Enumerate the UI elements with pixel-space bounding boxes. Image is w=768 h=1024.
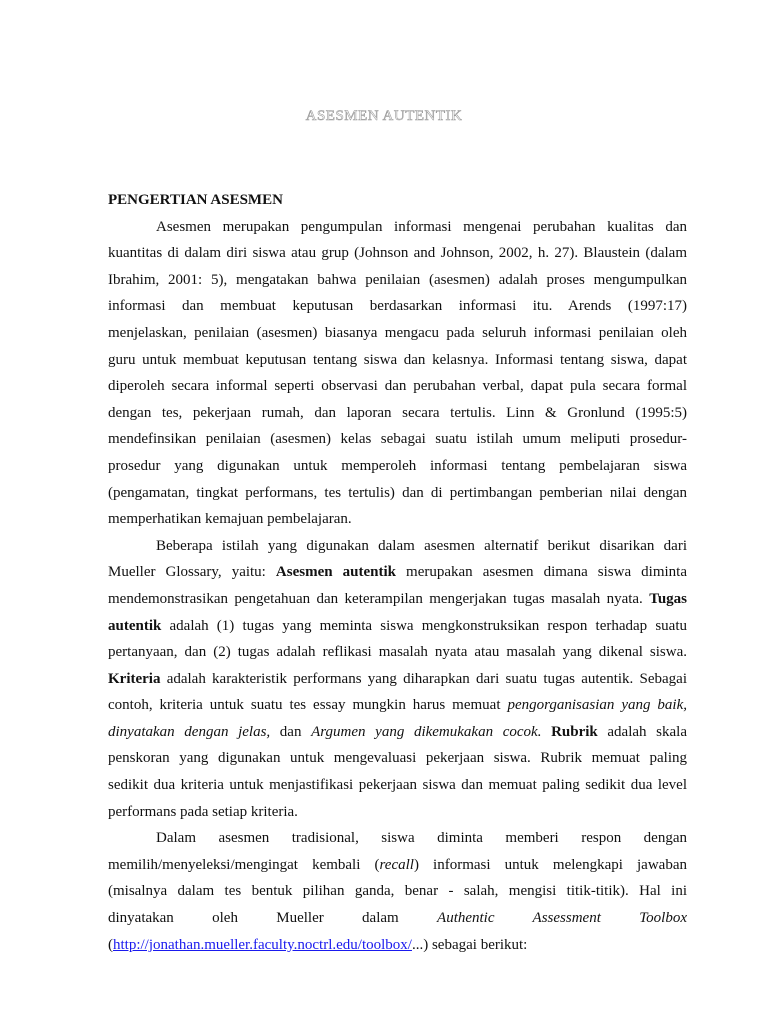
text-segment: mendemonstrasikan pengetahuan dan keterampilan mengerjakan tugas masalah nyata. xyxy=(108,590,650,607)
italic-text: pengorganisasian yang baik, xyxy=(507,697,687,714)
text-line xyxy=(108,666,687,693)
text-line xyxy=(108,745,687,772)
text-line xyxy=(108,559,687,586)
text-line xyxy=(108,373,687,400)
bold-term: Kriteria xyxy=(108,670,161,687)
text-line xyxy=(108,267,687,294)
text-segment: (misalnya dalam tes bentuk pilihan ganda, benar - salah, mengisi titik-titik). Hal ini xyxy=(108,883,687,900)
bold-term: Rubrik xyxy=(551,723,598,740)
text-line xyxy=(108,240,687,267)
text-segment: adalah (1) tugas yang meminta siswa mengkonstruksikan respon terhadap suatu xyxy=(161,617,687,634)
text-line xyxy=(108,480,687,507)
text-segment: informasi dan membuat keputusan berdasarkan informasi itu. Arends (1997:17) xyxy=(108,298,687,315)
paragraph xyxy=(108,214,687,533)
text-segment: dengan tes, pekerjaan rumah, dan laporan secara tertulis. Linn & Gronlund (1995:5) xyxy=(108,404,687,421)
text-segment: guru untuk membuat keputusan tentang siswa dan kelasnya. Informasi tentang siswa, dapat xyxy=(108,351,687,368)
italic-text: Authentic Assessment Toolbox xyxy=(437,910,687,927)
section-heading: PENGERTIAN ASESMEN xyxy=(108,192,283,208)
text-line xyxy=(108,692,687,719)
text-segment: ...) sebagai berikut: xyxy=(411,936,528,953)
text-segment: Mueller Glossary, yaitu: xyxy=(108,564,276,581)
bold-term: autentik xyxy=(108,617,162,634)
text-line xyxy=(108,586,687,613)
text-line xyxy=(108,453,687,480)
text-segment: ( xyxy=(108,936,113,953)
text-segment: kuantitas di dalam diri siswa atau grup (Johnson and Johnson, 2002, h. 27). Blaustein (dalam xyxy=(108,245,687,262)
text-line xyxy=(108,719,687,746)
text-segment: adalah skala xyxy=(597,723,687,740)
text-line xyxy=(108,426,687,453)
toolbox-link[interactable]: http://jonathan.mueller.faculty.noctrl.edu/toolbox/ xyxy=(113,936,412,953)
bold-term: Tugas xyxy=(649,590,687,607)
text-line xyxy=(108,878,687,905)
document-title: ASESMEN AUTENTIK xyxy=(305,108,463,124)
paragraph xyxy=(108,825,687,958)
text-segment: Dalam asesmen tradisional, siswa diminta memberi respon dengan xyxy=(156,830,687,847)
text-segment: Beberapa istilah yang digunakan dalam asesmen alternatif berikut disarikan dari xyxy=(156,537,687,554)
text-segment: merupakan asesmen dimana siswa diminta xyxy=(395,564,687,581)
text-segment: Asesmen merupakan pengumpulan informasi mengenai perubahan kualitas dan xyxy=(156,218,687,235)
text-segment: (pengamatan, tingkat performans, tes tertulis) dan di pertimbangan pemberian nilai dengan xyxy=(108,484,687,501)
text-segment: mendefinsikan penilaian (asesmen) kelas sebagai suatu istilah umum meliputi prosedur- xyxy=(108,431,687,448)
text-line xyxy=(108,400,687,427)
text-segment: memilih/menyeleksi/mengingat kembali ( xyxy=(108,856,380,873)
text-line xyxy=(108,347,687,374)
text-segment: performans pada setiap kriteria. xyxy=(108,803,298,820)
paragraph xyxy=(108,533,687,826)
text-segment: memperhatikan kemajuan pembelajaran. xyxy=(108,511,352,528)
text-segment: penskoran yang digunakan untuk mengevaluasi pekerjaan siswa. Rubrik memuat paling xyxy=(108,750,687,767)
italic-text: recall xyxy=(379,856,414,873)
text-segment: menjelaskan, penilaian (asesmen) biasanya mengacu pada seluruh informasi penilaian oleh xyxy=(108,324,687,341)
text-segment: dan xyxy=(270,723,312,740)
italic-text: dinyatakan dengan jelas, xyxy=(108,723,271,740)
text-segment: contoh, kriteria untuk suatu tes essay mungkin harus memuat xyxy=(108,697,508,714)
text-line xyxy=(108,932,687,959)
text-segment: diperoleh secara informal seperti observasi dan perubahan verbal, dapat pula secara formal xyxy=(108,378,687,395)
text-line xyxy=(108,293,687,320)
text-segment: ) informasi untuk melengkapi jawaban xyxy=(413,856,687,873)
text-line xyxy=(108,214,687,241)
text-line xyxy=(108,905,687,932)
text-line xyxy=(108,799,687,826)
text-line xyxy=(108,613,687,640)
text-segment xyxy=(541,724,551,740)
text-line xyxy=(108,772,687,799)
bold-term: Asesmen autentik xyxy=(275,564,396,581)
text-line xyxy=(108,825,687,852)
text-line xyxy=(108,639,687,666)
text-line xyxy=(108,533,687,560)
text-line xyxy=(108,320,687,347)
text-segment: sedikit dua kriteria untuk menjastifikasi pekerjaan siswa dan memuat paling sedikit dua level xyxy=(108,777,687,794)
text-segment: dinyatakan oleh Mueller dalam xyxy=(108,910,438,927)
text-segment: Ibrahim, 2001: 5), mengatakan bahwa penilaian (asesmen) adalah proses mengumpulkan xyxy=(108,271,687,288)
text-segment: prosedur yang digunakan untuk memperoleh informasi tentang pembelajaran siswa xyxy=(108,457,687,474)
document-body xyxy=(108,187,687,958)
text-segment: pertanyaan, dan (2) tugas adalah reflikasi masalah nyata atau masalah yang dikenal siswa. xyxy=(108,644,687,661)
italic-text: Argumen yang dikemukakan cocok. xyxy=(311,723,542,740)
paragraphs xyxy=(108,214,687,959)
text-segment: adalah karakteristik performans yang diharapkan dari suatu tugas autentik. Sebagai xyxy=(160,670,687,687)
text-line xyxy=(108,506,687,533)
text-line xyxy=(108,852,687,879)
